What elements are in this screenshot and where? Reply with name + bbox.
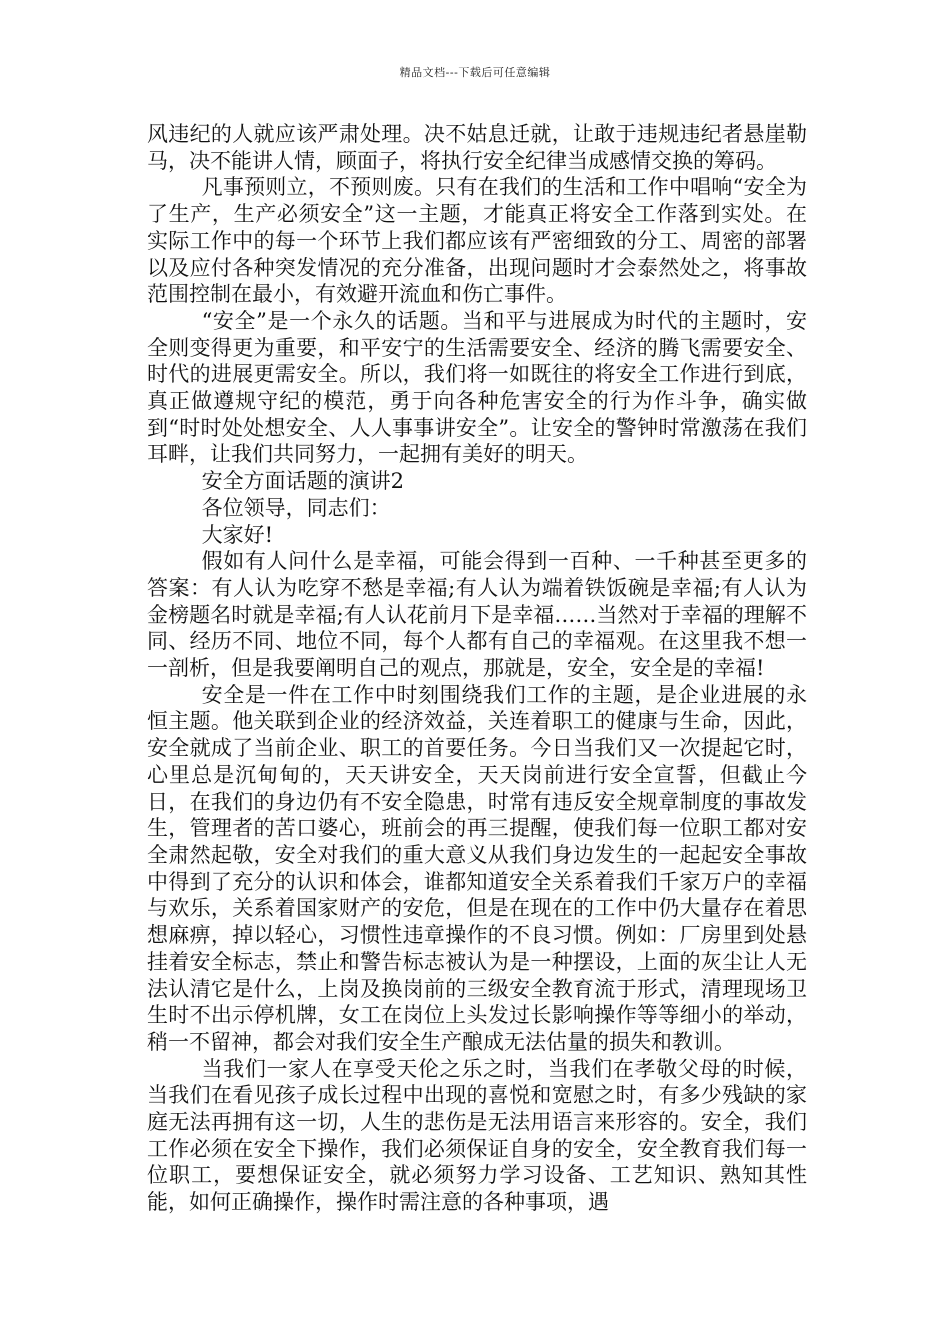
paragraph: “安全”是一个永久的话题。当和平与进展成为时代的主题时，安全则变得更为重要，和平安宁的生活需要安全、经济的腾飞需要安全、时代的进展更需安全。所以，我们将一如既往的将安全工作进行到底，真正做遵规守纪的模范，勇于向各种危害安全的行为作斗争，确实做到“时时处处想安全、人人事事讲安全”。让安全的警钟时常激荡在我们耳畔，让我们共同努力，一起拥有美好的明天。 [147,308,807,467]
paragraph: 风违纪的人就应该严肃处理。决不姑息迁就，让敢于违规违纪者悬崖勒马，决不能讲人情，顾面子，将执行安全纪律当成感情交换的筹码。 [147,122,807,173]
page-header: 精品文档---下载后可任意编辑 [399,66,551,79]
section-title: 安全方面话题的演讲2 [201,469,404,494]
paragraph: 当我们一家人在享受天伦之乐之时，当我们在孝敬父母的时候，当我们在看见孩子成长过程中出现的喜悦和宽慰之时，有多少残缺的家庭无法再拥有这一切，人生的悲伤是无法用语言来形容的。安全，我们工作必须在安全下操作，我们必须保证自身的安全，安全教育我们每一位职工，要想保证安全，就必须努力学习设备、工艺知识、熟知其性能，如何正确操作，操作时需注意的各种事项，遇 [147,1056,807,1215]
greeting: 大家好! [201,522,274,547]
salutation: 各位领导，同志们： [201,495,391,520]
paragraph: 凡事预则立，不预则废。只有在我们的生活和工作中唱响“安全为了生产，生产必须安全”这一主题，才能真正将安全工作落到实处。在实际工作中的每一个环节上我们都应该有严密细致的分工、周密的部署以及应付各种突发情况的充分准备，出现问题时才会泰然处之，将事故范围控制在最小，有效避开流血和伤亡事件。 [147,175,807,307]
paragraph: 安全是一件在工作中时刻围绕我们工作的主题，是企业进展的永恒主题。他关联到企业的经济效益，关连着职工的健康与生命，因此，安全就成了当前企业、职工的首要任务。今日当我们又一次提起它时，心里总是沉甸甸的，天天讲安全，天天岗前进行安全宣誓，但截止今日，在我们的身边仍有不安全隐患，时常有违反安全规章制度的事故发生，管理者的苦口婆心，班前会的再三提醒，使我们每一位职工都对安全肃然起敬，安全对我们的重大意义从我们身边发生的一起起安全事故中得到了充分的认识和体会，谁都知道安全关系着我们千家万户的幸福与欢乐，关系着国家财产的安危，但是在现在的工作中仍大量存在着思想麻痹，掉以轻心，习惯性违章操作的不良习惯。例如：厂房里到处悬挂着安全标志，禁止和警告标志被认为是一种摆设，上面的灰尘让人无法认清它是什么，上岗及换岗前的三级安全教育流于形式，清理现场卫生时不出示停机牌，女工在岗位上头发过长影响操作等等细小的举动，稍一不留神，都会对我们安全生产酿成无法估量的损失和教训。 [147,682,807,1054]
document-body [147,121,807,1216]
paragraph: 假如有人问什么是幸福，可能会得到一百种、一千种甚至更多的答案：有人认为吃穿不愁是幸福;有人认为端着铁饭碗是幸福;有人认为金榜题名时就是幸福;有人认花前月下是幸福……当然对于幸福的理解不同、经历不同、地位不同，每个人都有自己的幸福观。在这里我不想一一剖析，但是我要阐明自己的观点，那就是，安全，安全是的幸福! [147,549,807,681]
